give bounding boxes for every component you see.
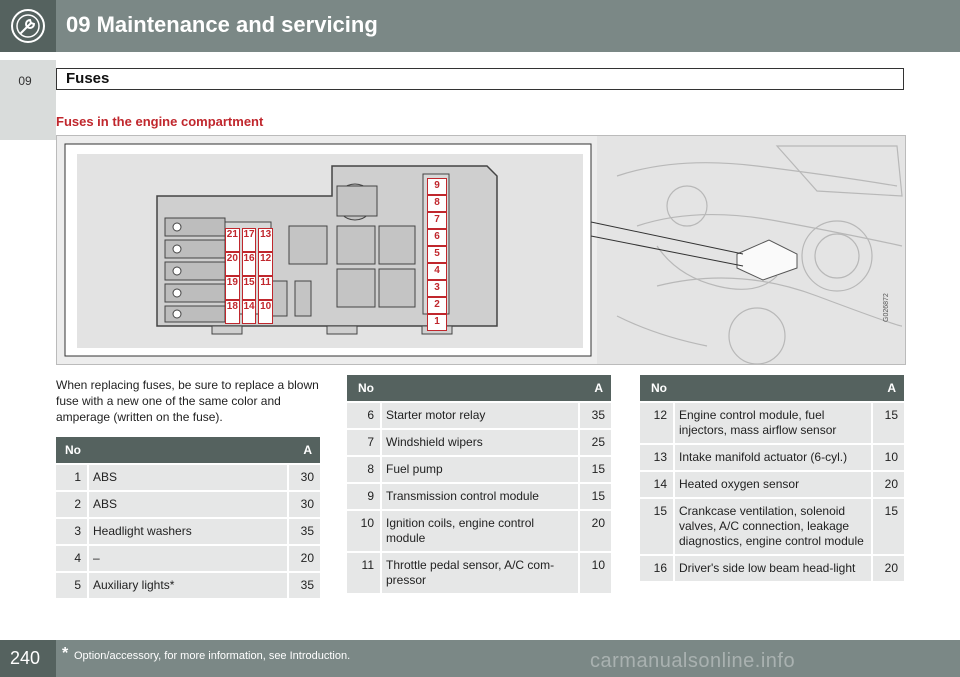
fuse-table-3 [640,373,904,583]
fuse-number: 12 [640,403,673,443]
table-row [640,445,904,470]
fuse-table-2 [347,373,611,595]
fuse-amperage: 20 [580,511,611,551]
col-header-amperage: A [873,375,904,401]
table-row [56,573,320,598]
fuse-description: Fuel pump [380,457,580,482]
fuse-column-labels [427,178,447,331]
fuse-description: Auxiliary lights* [87,573,289,598]
fuse-number: 3 [56,519,87,544]
fuse-number: 8 [347,457,380,482]
table-row [56,519,320,544]
fuse-amperage: 20 [289,546,320,571]
table-row [640,499,904,554]
fuse-table-1 [56,435,320,600]
fuse-description: – [87,546,289,571]
fuse-grid-row [225,276,273,300]
fuse-amperage: 10 [580,553,611,593]
table-row [56,492,320,517]
section-title: Fuses [66,70,110,87]
fuse-label: 11 [258,276,273,300]
fuse-number: 2 [56,492,87,517]
fuse-number: 10 [347,511,380,551]
fuse-number: 11 [347,553,380,593]
fuse-label: 9 [427,178,447,195]
fuse-label: 19 [225,276,240,300]
fuse-amperage: 35 [580,403,611,428]
fuse-amperage: 15 [580,484,611,509]
fuse-label: 3 [427,280,447,297]
fuse-number: 6 [347,403,380,428]
fuse-label: 7 [427,212,447,229]
fuse-number: 14 [640,472,673,497]
col-header-desc [380,375,580,401]
section-title-box [56,68,904,90]
fuse-amperage: 30 [289,465,320,490]
fuse-amperage: 30 [289,492,320,517]
footnote-marker: * [62,645,69,662]
watermark: carmanualsonline.info [590,650,796,672]
chapter-side-tab [0,60,56,140]
fuse-label: 17 [242,228,257,252]
fuse-description: Starter motor relay [380,403,580,428]
fuse-description: Intake manifold actuator (6-cyl.) [673,445,873,470]
fuse-grid-row [225,300,273,324]
fuse-label: 21 [225,228,240,252]
fuse-description: Throttle pedal sensor, A/C com-pressor [380,553,580,593]
table-row [347,457,611,482]
table-row [347,553,611,593]
fuse-description: Transmission control module [380,484,580,509]
table-row [640,556,904,581]
intro-paragraph: When replacing fuses, be sure to replace a blown fuse with a new one of the same color and amperage (written on the fuse). [56,378,319,424]
fuse-label: 10 [258,300,273,324]
col-header-no: No [347,375,380,401]
fuse-grid-labels [225,228,273,324]
table-row [56,546,320,571]
fuse-number: 9 [347,484,380,509]
fuse-description: ABS [87,492,289,517]
fuse-description: Headlight washers [87,519,289,544]
fuse-amperage: 20 [873,556,904,581]
fuse-label: 15 [242,276,257,300]
fuse-label: 20 [225,252,240,276]
col-header-desc [673,375,873,401]
fuse-number: 7 [347,430,380,455]
fuse-number: 16 [640,556,673,581]
chapter-title: 09 Maintenance and servicing [66,12,378,37]
table-row [347,430,611,455]
table-row [640,403,904,443]
fuse-number: 5 [56,573,87,598]
col-header-no: No [56,437,87,463]
table-header-row [640,375,904,401]
table-header-row [56,437,320,463]
fuse-label: 14 [242,300,257,324]
col-header-no: No [640,375,673,401]
fuse-description: Crankcase ventilation, solenoid valves, A/C connection, leakage diagnostics, engine control module [673,499,873,554]
col-header-amperage: A [580,375,611,401]
fuse-amperage: 25 [580,430,611,455]
fuse-label: 18 [225,300,240,324]
table-row [347,484,611,509]
page-number: 240 [10,648,41,668]
figure-code: G026872 [883,293,890,322]
fuse-label: 16 [242,252,257,276]
fuse-label: 5 [427,246,447,263]
fuse-description: ABS [87,465,289,490]
fuse-box-illustration [56,135,906,365]
fuse-description: Engine control module, fuel injectors, mass airflow sensor [673,403,873,443]
fuse-description: Driver's side low beam head-light [673,556,873,581]
footnote-text: Option/accessory, for more information, see Introduction. [74,650,351,662]
fuse-amperage: 20 [873,472,904,497]
table-row [640,472,904,497]
fuse-label: 13 [258,228,273,252]
fuse-label: 6 [427,229,447,246]
chapter-tab-number: 09 [18,74,32,88]
fuse-label: 4 [427,263,447,280]
table-row [347,403,611,428]
fuse-amperage: 15 [873,403,904,443]
fuse-amperage: 15 [580,457,611,482]
fuse-amperage: 35 [289,573,320,598]
fuse-label: 1 [427,314,447,331]
table-row [347,511,611,551]
fuse-label: 2 [427,297,447,314]
table-row [56,465,320,490]
fuse-box-diagram [57,136,906,365]
fuse-amperage: 35 [289,519,320,544]
subsection-title: Fuses in the engine compartment [56,114,264,129]
fuse-label: 12 [258,252,273,276]
col-header-amperage: A [289,437,320,463]
wrench-icon [10,8,46,44]
fuse-number: 15 [640,499,673,554]
col-header-desc [87,437,289,463]
table-header-row [347,375,611,401]
fuse-grid-row [225,228,273,252]
fuse-amperage: 15 [873,499,904,554]
fuse-number: 1 [56,465,87,490]
fuse-description: Windshield wipers [380,430,580,455]
fuse-grid-row [225,252,273,276]
chapter-icon-box [0,0,56,52]
fuse-description: Ignition coils, engine control module [380,511,580,551]
fuse-number: 13 [640,445,673,470]
fuse-label: 8 [427,195,447,212]
fuse-description: Heated oxygen sensor [673,472,873,497]
fuse-number: 4 [56,546,87,571]
fuse-amperage: 10 [873,445,904,470]
